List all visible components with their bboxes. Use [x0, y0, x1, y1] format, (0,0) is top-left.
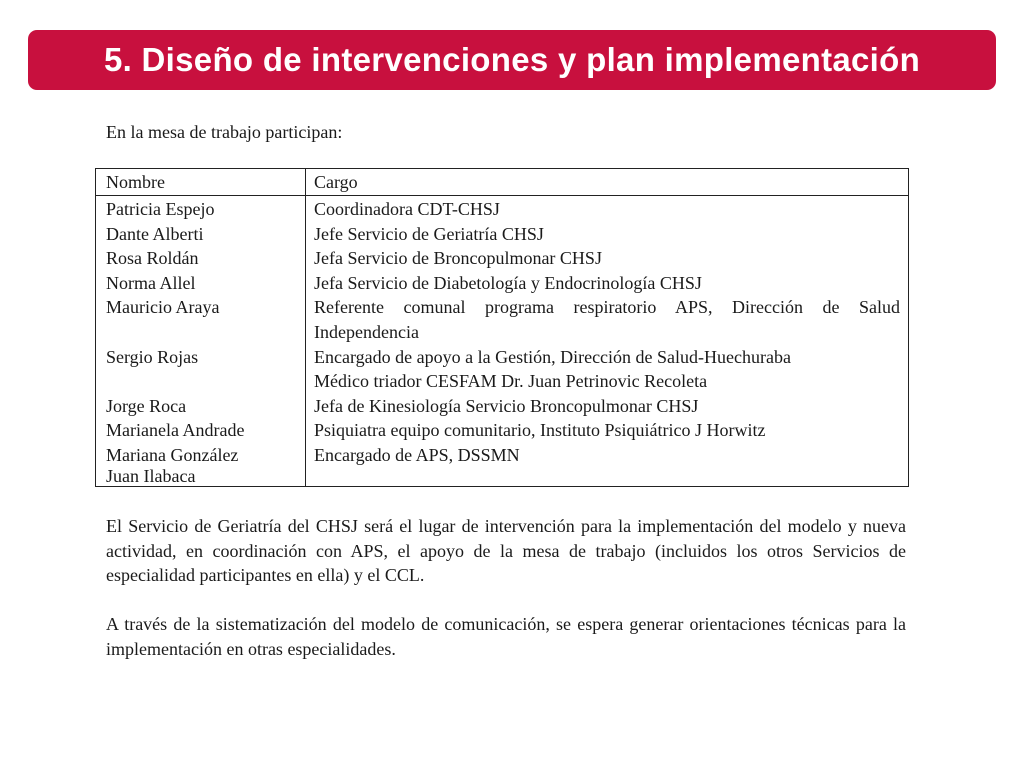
table-row-cargo: Encargado de apoyo a la Gestión, Dirección de Salud-Huechuraba — [314, 346, 791, 367]
table-row-nombre: Mariana González — [106, 445, 239, 465]
table-row-cargo: Psiquiatra equipo comunitario, Instituto Psiquiátrico J Horwitz — [314, 420, 766, 441]
table-row-cargo: Médico triador CESFAM Dr. Juan Petrinovic Recoleta — [314, 371, 708, 392]
table-row-nombre: Jorge Roca — [106, 395, 187, 416]
table-row-nombre: Rosa Roldán — [106, 248, 199, 269]
paragraph-intervention: El Servicio de Geriatría del CHSJ será el lugar de intervención para la implementación del modelo y nueva actividad, en coordinación con APS, el apoyo de la mesa de trabajo (incluidos los otros Servicios de especialidad participantes en ella) y el CCL. — [106, 516, 906, 585]
table-row-cargo: Referente comunal programa respiratorio APS, Dirección de Salud Independencia — [314, 297, 900, 342]
table-row-cargo: Coordinadora CDT-CHSJ — [314, 199, 500, 219]
title-bar — [28, 30, 996, 90]
table-row-nombre: Patricia Espejo — [106, 199, 215, 219]
table-row-cargo: Jefa de Kinesiología Servicio Broncopulmonar CHSJ — [314, 395, 699, 416]
table-row-nombre: Juan Ilabaca — [106, 466, 196, 486]
header-cargo: Cargo — [314, 172, 358, 192]
column-divider — [305, 169, 306, 486]
intro-text: En la mesa de trabajo participan: — [106, 122, 343, 142]
table-row-cargo: Jefe Servicio de Geriatría CHSJ — [314, 223, 544, 244]
table-row-nombre: Norma Allel — [106, 272, 196, 293]
page-title: 5. Diseño de intervenciones y plan implementación — [103, 41, 921, 78]
table-row-nombre: Mauricio Araya — [106, 297, 220, 318]
table-row-nombre: Sergio Rojas — [106, 346, 199, 367]
paragraph-systematization: A través de la sistematización del modelo de comunicación, se espera generar orientaciones técnicas para la implementación en otras especialidades. — [106, 614, 906, 659]
table-row-nombre: Marianela Andrade — [106, 420, 245, 441]
header-nombre: Nombre — [106, 172, 165, 192]
table-row-cargo: Jefa Servicio de Diabetología y Endocrinología CHSJ — [314, 272, 702, 293]
table-row-nombre: Dante Alberti — [106, 223, 204, 244]
table-row-cargo: Encargado de APS, DSSMN — [314, 445, 520, 465]
header-divider — [96, 195, 908, 196]
participants-table — [95, 168, 909, 487]
table-row-cargo: Jefa Servicio de Broncopulmonar CHSJ — [314, 248, 602, 269]
